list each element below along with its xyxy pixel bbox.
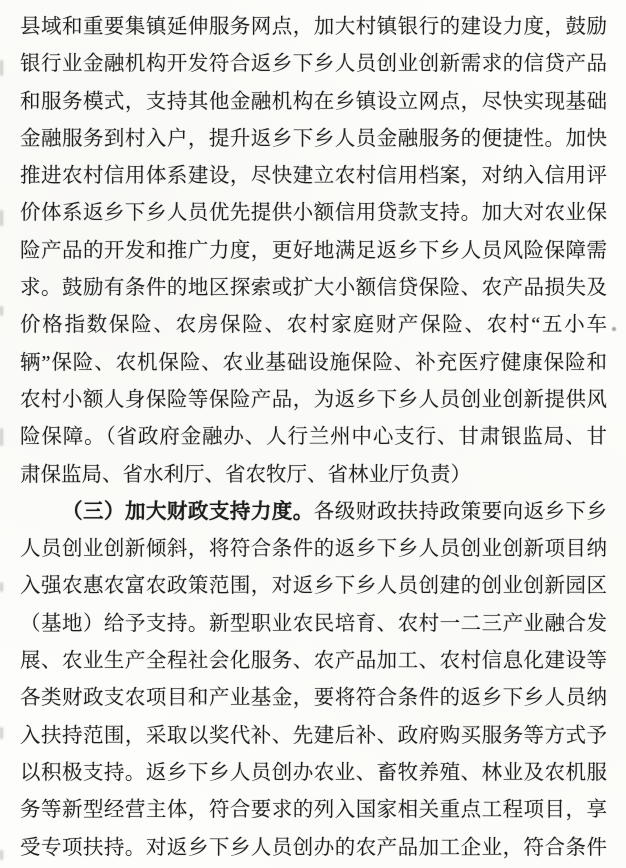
text-line-15: 人员创业创新倾斜，将符合条件的返乡下乡人员创业创新项目纳 — [20, 538, 607, 561]
text-line-17: （基地）给予支持。新型职业农民培育、农村一二三产业融合发 — [20, 612, 607, 635]
text-line-22: 务等新型经营主体，符合要求的列入国家相关重点工程项目，享 — [20, 799, 607, 822]
text-segment: 各级财政扶持政策要向返乡下乡 — [313, 500, 608, 523]
scan-smudge — [0, 428, 3, 446]
text-line-1: 县域和重要集镇延伸服务网点，加大村镇银行的建设力度，鼓励 — [20, 16, 607, 38]
text-line-11: 农村小额人身保险等保险产品，为返乡下乡人员创业创新提供风 — [20, 388, 607, 411]
text-line-23: 受专项扶持。对返乡下乡人员创办的农产品加工企业，符合条件 — [20, 836, 607, 859]
text-line-10: 辆”保险、农机保险、农业基础设施保险、补充医疗健康保险和 — [20, 351, 607, 374]
scan-dot — [612, 327, 616, 331]
text-line-8: 求。鼓励有条件的地区探索或扩大小额信贷保险、农产品损失及 — [20, 277, 607, 300]
scan-smudge — [0, 850, 3, 860]
text-line-6: 价体系返乡下乡人员优先提供小额信用贷款支持。加大对农业保 — [20, 202, 607, 225]
scan-smudge — [0, 582, 3, 592]
text-line-21: 以积极支持。返乡下乡人员创办农业、畜牧养殖、林业及农机服 — [20, 761, 607, 784]
text-line-4: 金融服务到村入户，提升返乡下乡人员金融服务的便捷性。加快 — [20, 127, 607, 150]
text-line-16: 入强农惠农富农政策范围，对返乡下乡人员创建的创业创新园区 — [20, 575, 607, 598]
scan-smudge — [0, 727, 3, 739]
scan-smudge — [0, 210, 3, 226]
text-line-14 — [20, 494, 607, 531]
text-line-19: 各类财政支农项目和产业基金，要将符合条件的返乡下乡人员纳 — [20, 687, 607, 710]
text-line-12: 险保障。（省政府金融办、人行兰州中心支行、甘肃银监局、甘 — [20, 426, 607, 449]
text-line-18: 展、农业生产全程社会化服务、农产品加工、农村信息化建设等 — [20, 650, 607, 673]
text-line-2: 银行业金融机构开发符合返乡下乡人员创业创新需求的信贷产品 — [20, 53, 607, 76]
text-line-5: 推进农村信用体系建设，尽快建立农村信用档案，对纳入信用评 — [20, 165, 607, 188]
scan-smudge — [0, 306, 3, 316]
text-line-20: 入扶持范围，采取以奖代补、先建后补、政府购买服务等方式予 — [20, 724, 607, 747]
text-line-13: 肃保监局、省水利厅、省农牧厅、省林业厅负责） — [20, 463, 471, 486]
section-heading: （三）加大财政支持力度。 — [62, 500, 314, 523]
text-line-7: 险产品的开发和推广力度，更好地满足返乡下乡人员风险保障需 — [20, 239, 607, 262]
text-line-9: 价格指数保险、农房保险、农村家庭财产保险、农村“五小车 — [20, 314, 607, 337]
text-line-3: 和服务模式，支持其他金融机构在乡镇设立网点，尽快实现基础 — [20, 90, 607, 113]
scan-smudge — [0, 60, 3, 76]
